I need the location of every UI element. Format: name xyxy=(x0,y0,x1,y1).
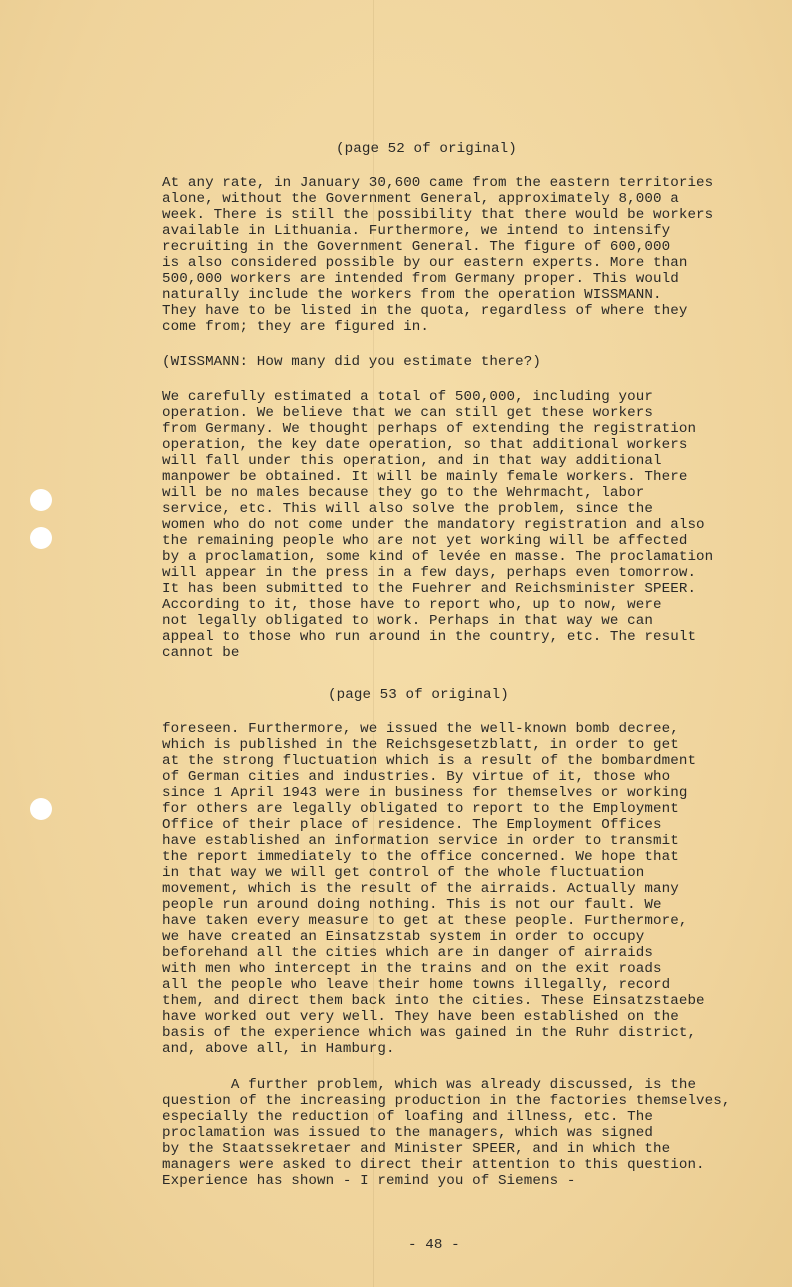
text-line: recruiting in the Government General. The figure of 600,000 xyxy=(162,239,671,255)
text-line: not legally obligated to work. Perhaps in that way we can xyxy=(162,613,653,629)
punch-hole xyxy=(30,527,52,549)
text-line: which is published in the Reichsgesetzblatt, in order to get xyxy=(162,737,679,753)
page-53-marker: (page 53 of original) xyxy=(328,687,509,703)
text-line: available in Lithuania. Furthermore, we intend to intensify xyxy=(162,223,671,239)
text-line: They have to be listed in the quota, regardless of where they xyxy=(162,303,688,319)
text-line: 500,000 workers are intended from Germany proper. This would xyxy=(162,271,679,287)
page-number: - 48 - xyxy=(408,1237,460,1253)
text-line: operation, the key date operation, so that additional workers xyxy=(162,437,688,453)
text-line: movement, which is the result of the airraids. Actually many xyxy=(162,881,679,897)
text-line: the remaining people who are not yet working will be affected xyxy=(162,533,688,549)
text-line: will fall under this operation, and in that way additional xyxy=(162,453,662,469)
text-line: Office of their place of residence. The Employment Offices xyxy=(162,817,662,833)
punch-hole xyxy=(30,489,52,511)
text-line: service, etc. This will also solve the problem, since the xyxy=(162,501,653,517)
text-line: managers were asked to direct their attention to this question. xyxy=(162,1157,705,1173)
text-line: will be no males because they go to the Wehrmacht, labor xyxy=(162,485,645,501)
text-line: all the people who leave their home towns illegally, record xyxy=(162,977,671,993)
text-line: by the Staatssekretaer and Minister SPEER, and in which the xyxy=(162,1141,671,1157)
text-line: will appear in the press in a few days, perhaps even tomorrow. xyxy=(162,565,697,581)
text-line: is also considered possible by our eastern experts. More than xyxy=(162,255,688,271)
text-line: have taken every measure to get at these people. Furthermore, xyxy=(162,913,688,929)
text-line: have worked out very well. They have been established on the xyxy=(162,1009,679,1025)
text-line: them, and direct them back into the cities. These Einsatzstaebe xyxy=(162,993,705,1009)
punch-hole xyxy=(30,798,52,820)
text-line: since 1 April 1943 were in business for themselves or working xyxy=(162,785,688,801)
text-line: alone, without the Government General, approximately 8,000 a xyxy=(162,191,679,207)
text-line: by a proclamation, some kind of levée en masse. The proclamation xyxy=(162,549,714,565)
text-line: with men who intercept in the trains and on the exit roads xyxy=(162,961,662,977)
text-line: Experience has shown - I remind you of Siemens - xyxy=(162,1173,576,1189)
interjection: (WISSMANN: How many did you estimate there?) xyxy=(162,354,542,370)
text-line: manpower be obtained. It will be mainly female workers. There xyxy=(162,469,688,485)
text-line: It has been submitted to the Fuehrer and Reichsminister SPEER. xyxy=(162,581,697,597)
text-line: come from; they are figured in. xyxy=(162,319,430,335)
text-line: A further problem, which was already discussed, is the xyxy=(162,1077,697,1093)
text-line: naturally include the workers from the operation WISSMANN. xyxy=(162,287,662,303)
text-line: We carefully estimated a total of 500,000, including your xyxy=(162,389,653,405)
text-line: especially the reduction of loafing and illness, etc. The xyxy=(162,1109,653,1125)
text-line: the report immediately to the office concerned. We hope that xyxy=(162,849,679,865)
text-line: cannot be xyxy=(162,645,240,661)
text-line: in that way we will get control of the whole fluctuation xyxy=(162,865,645,881)
text-line: foreseen. Furthermore, we issued the well-known bomb decree, xyxy=(162,721,679,737)
text-line: at the strong fluctuation which is a result of the bombardment xyxy=(162,753,697,769)
text-line: from Germany. We thought perhaps of extending the registration xyxy=(162,421,697,437)
text-line: of German cities and industries. By virtue of it, those who xyxy=(162,769,671,785)
text-line: for others are legally obligated to report to the Employment xyxy=(162,801,679,817)
text-line: operation. We believe that we can still get these workers xyxy=(162,405,653,421)
text-line: basis of the experience which was gained in the Ruhr district, xyxy=(162,1025,697,1041)
text-line: women who do not come under the mandatory registration and also xyxy=(162,517,705,533)
text-line: proclamation was issued to the managers, which was signed xyxy=(162,1125,653,1141)
text-line: appeal to those who run around in the country, etc. The result xyxy=(162,629,697,645)
text-line: week. There is still the possibility that there would be workers xyxy=(162,207,714,223)
text-line: have established an information service in order to transmit xyxy=(162,833,679,849)
text-line: and, above all, in Hamburg. xyxy=(162,1041,395,1057)
text-line: According to it, those have to report who, up to now, were xyxy=(162,597,662,613)
text-line: At any rate, in January 30,600 came from the eastern territories xyxy=(162,175,714,191)
text-line: beforehand all the cities which are in danger of airraids xyxy=(162,945,653,961)
text-line: people run around doing nothing. This is not our fault. We xyxy=(162,897,662,913)
text-line: question of the increasing production in the factories themselves, xyxy=(162,1093,731,1109)
text-line: we have created an Einsatzstab system in order to occupy xyxy=(162,929,645,945)
page-52-marker: (page 52 of original) xyxy=(336,141,517,157)
